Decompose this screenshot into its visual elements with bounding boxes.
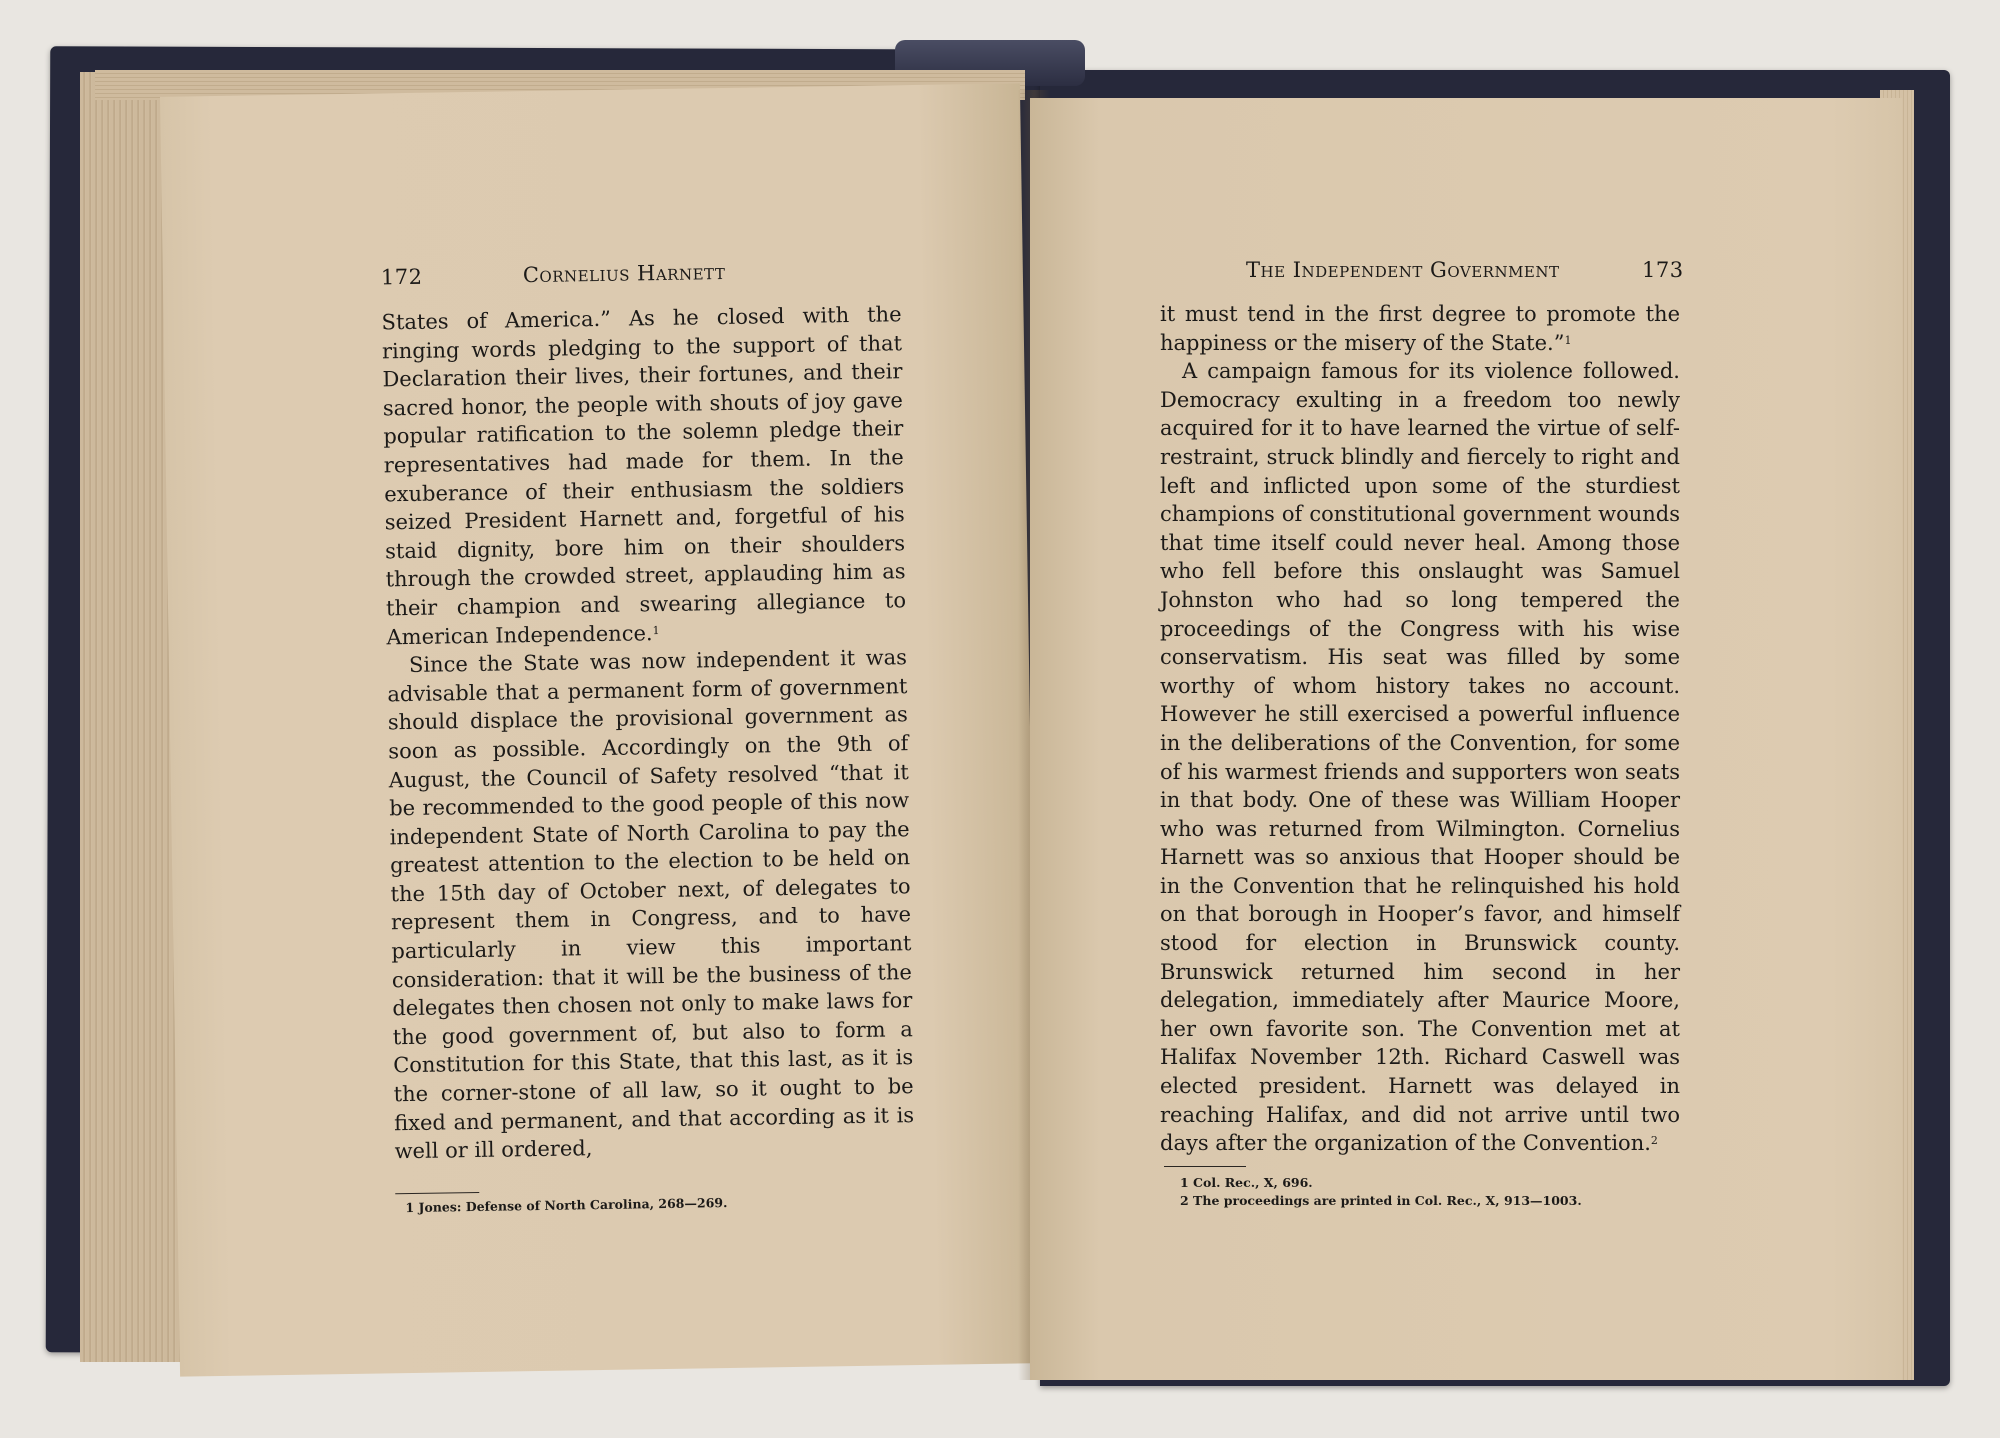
left-paragraph-1-text: States of America.” As he closed with the ringing words pledging to the support of that Declaration their lives, their fortunes, and their sacred honor, the people with shouts of joy gave popular ratification to the solemn pledge their representatives had made for them. In the exuberance of their enthusiasm the soldiers seized President Harnett and, forgetful of his staid dignity, bore him on their shoulders through the crowded street, applauding him as their champion and swearing allegiance to American Independence. <box>381 302 907 649</box>
right-footnote-2: 2 The proceedings are printed in Col. Rec., X, 913—1003. <box>1180 1193 1582 1208</box>
right-text-block <box>1160 300 1680 1158</box>
footnote-mark: 1 <box>1564 333 1572 347</box>
left-running-head: Cornelius Harnett <box>522 259 726 288</box>
right-page-number: 173 <box>1642 258 1684 282</box>
left-text-block <box>381 300 914 1166</box>
right-footnote-1: 1 Col. Rec., X, 696. <box>1180 1175 1313 1190</box>
footnote-mark: 2 <box>1650 1134 1658 1148</box>
right-paragraph-1 <box>1160 300 1680 357</box>
footnote-rule <box>395 1192 479 1194</box>
left-page <box>160 83 1040 1376</box>
footnote-mark: 1 <box>652 623 660 637</box>
right-paragraph-2 <box>1160 357 1680 1158</box>
footnote-rule <box>1164 1166 1246 1167</box>
left-paragraph-2: Since the State was now independent it was advisable that a permanent form of government should displace the provisional government as soon as possible. Accordingly on the 9th of August, the Council of Safety resolved “that it be recommended to the good people of this now independent State of North Carolina to pay the greatest attention to the election to be held on the 15th day of October next, of delegates to represent them in Congress, and to have particularly in view this important consideration: that it will be the business of the delegates then chosen not only to make laws for the good government of, but also to form a Constitution for this State, that this last, as it is the corner-stone of all law, so it ought to be fixed and permanent, and that according as it is well or ill ordered, <box>387 645 915 1164</box>
right-paragraph-2-text: A campaign famous for its violence followed. Democracy exulting in a freedom too newly acquired for it to have learned the virtue of self-restraint, struck blindly and fiercely to right and left and inflicted upon some of the sturdiest champions of constitutional government wounds that time itself could never heal. Among those who fell before this onslaught was Samuel Johnston who had so long tempered the proceedings of the Congress with his wise conservatism. His seat was filled by some worthy of whom history takes no account. However he still exercised a powerful influence in the deliberations of the Convention, for some of his warmest friends and supporters won seats in that body. One of these was William Hooper who was returned from Wilmington. Cornelius Harnett was so anxious that Hooper should be in the Convention that he relinquished his hold on that borough in Hooper’s favor, and himself stood for election in Brunswick county. Brunswick returned him second in her delegation, immediately after Maurice Moore, her own favorite son. The Convention met at Halifax November 12th. Richard Caswell was elected president. Harnett was delayed in reaching Halifax, and did not arrive until two days after the organization of the Convention. <box>1160 359 1680 1156</box>
left-footnotes <box>405 1191 905 1217</box>
right-footnotes <box>1180 1174 1720 1210</box>
left-page-number: 172 <box>380 264 423 290</box>
right-page <box>1030 98 1902 1380</box>
left-footnote-1: 1 Jones: Defense of North Carolina, 268—269. <box>405 1195 728 1216</box>
right-paragraph-1-text: it must tend in the first degree to promote the happiness or the misery of the State.” <box>1160 302 1680 355</box>
right-running-head: The Independent Government <box>1246 258 1560 282</box>
left-paragraph-1 <box>381 300 906 651</box>
